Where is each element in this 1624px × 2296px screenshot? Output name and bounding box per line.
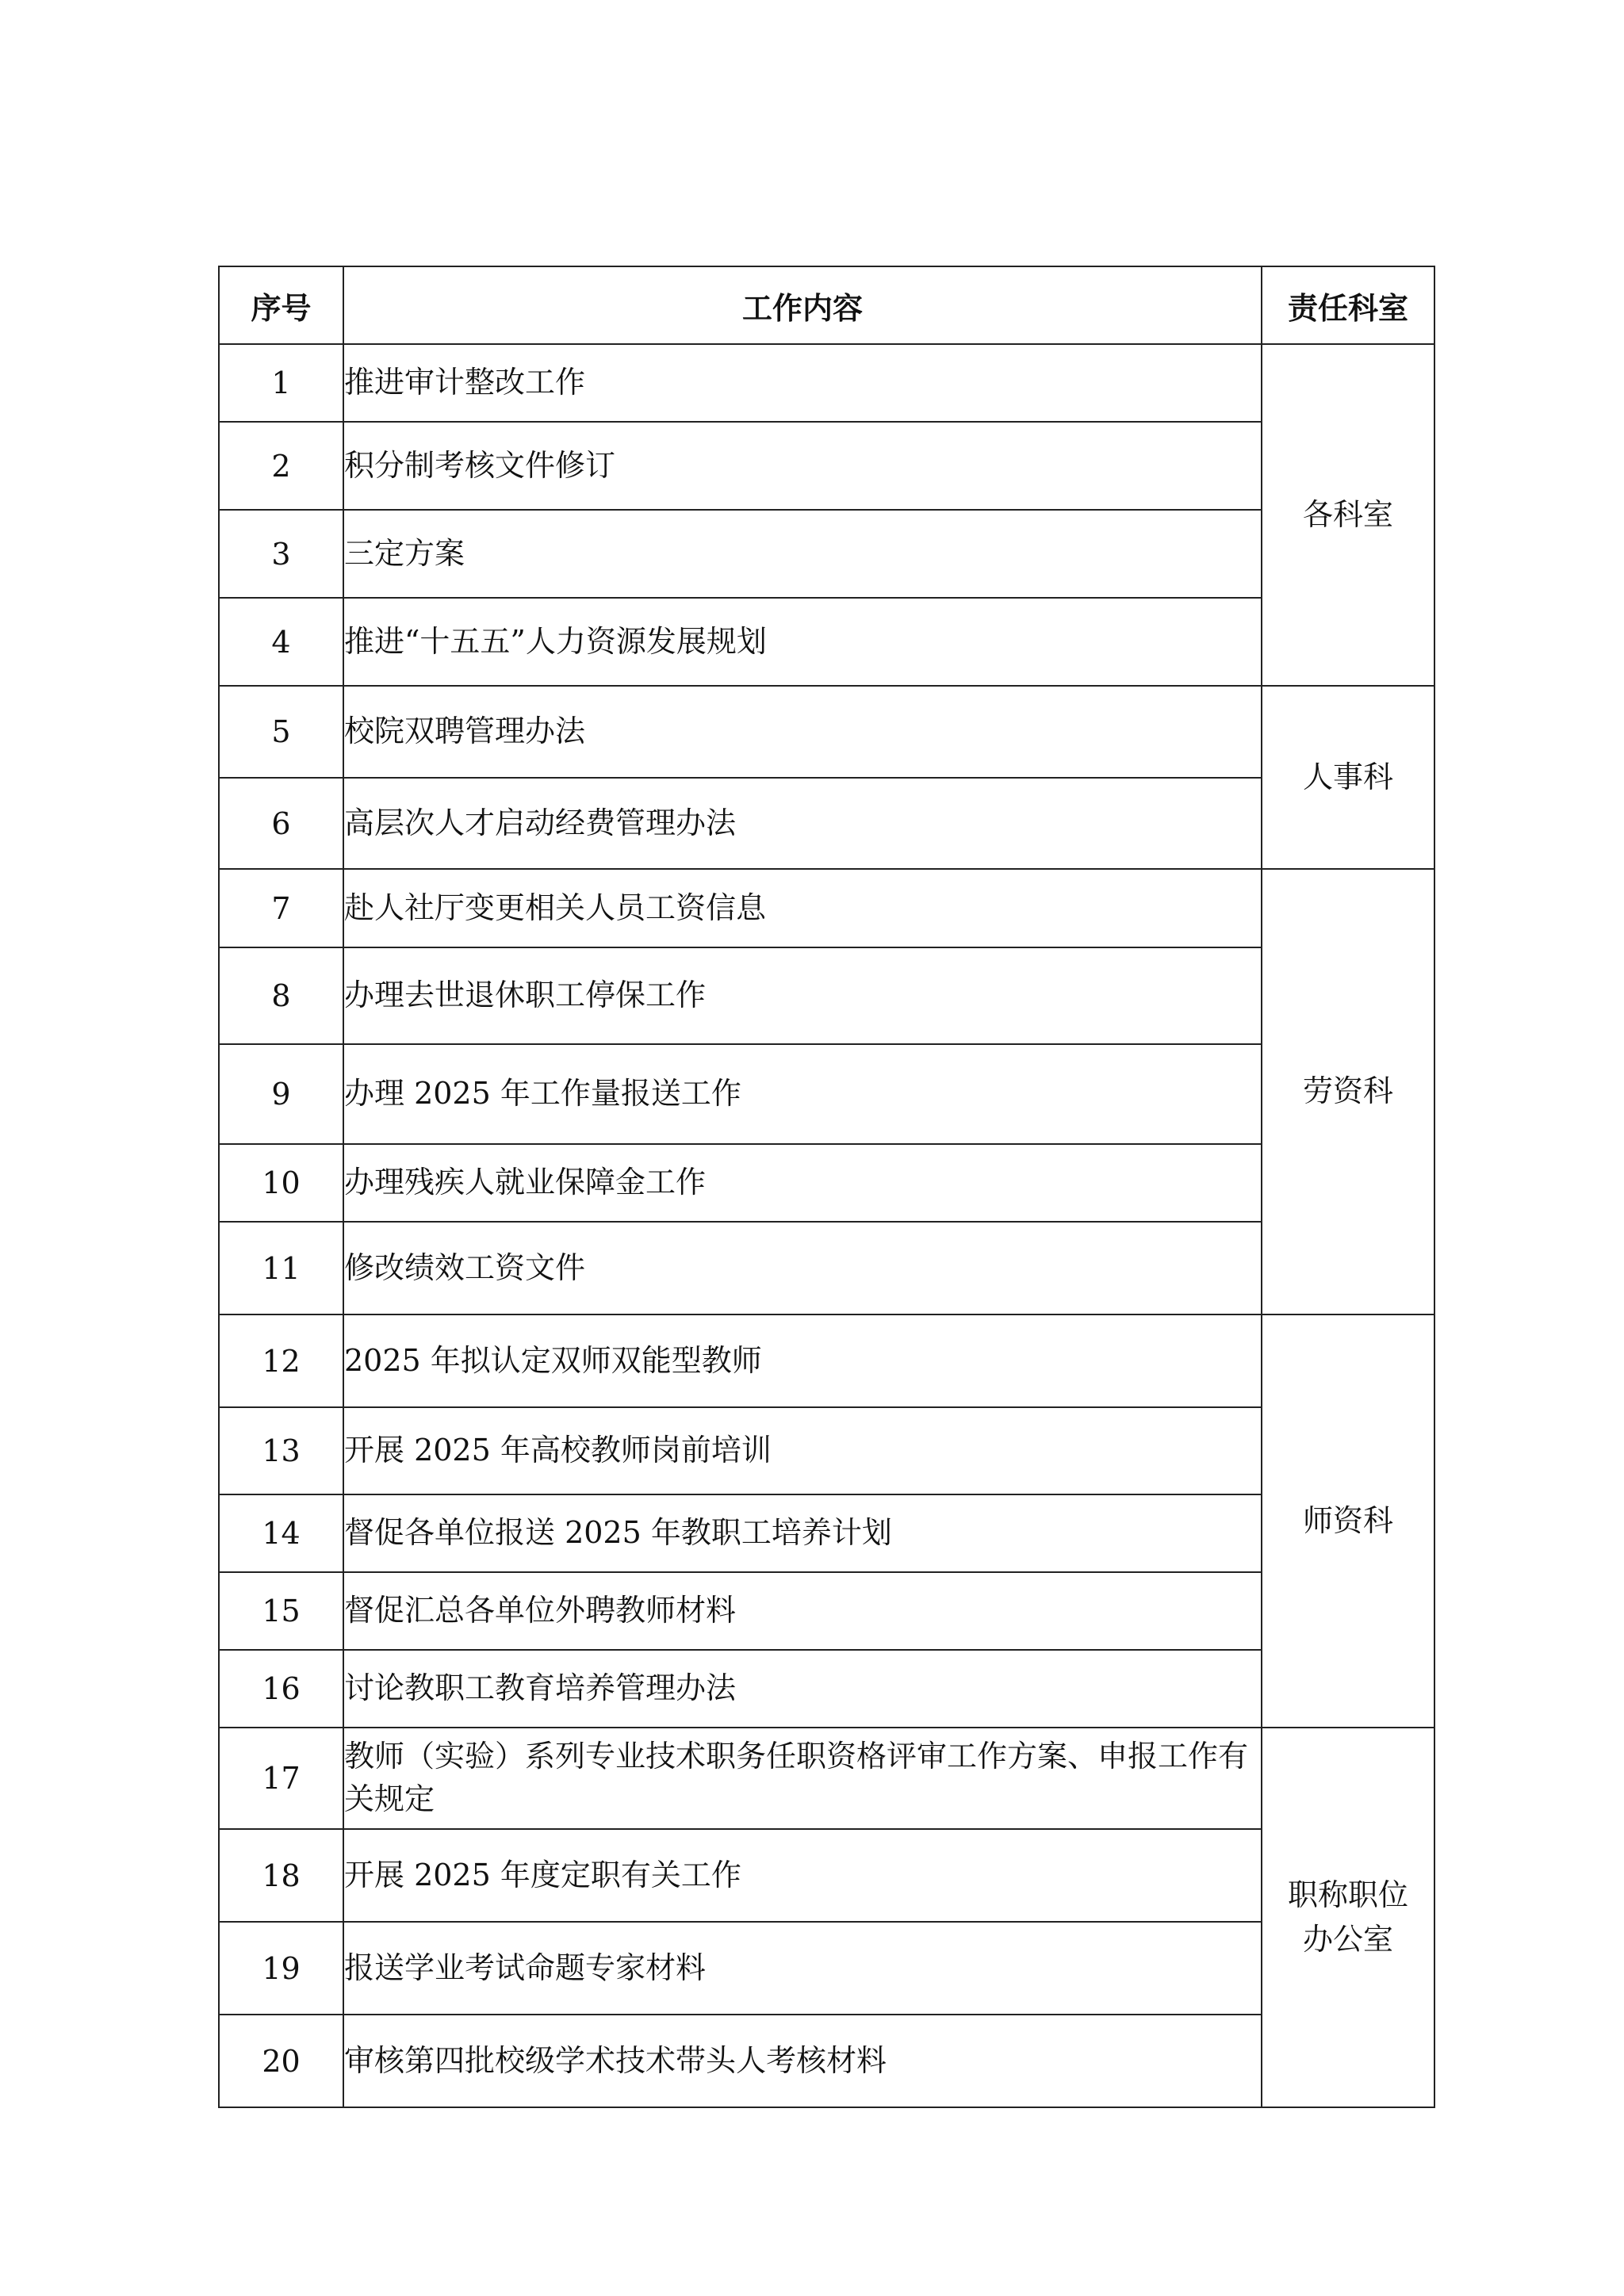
work-plan-table: [218, 266, 1435, 2108]
row-number: 10: [219, 1144, 343, 1222]
row-content: 讨论教职工教育培养管理办法: [343, 1650, 1262, 1728]
table-row: [219, 598, 1434, 686]
dept-cell: 职称职位 办公室: [1262, 1728, 1434, 2107]
row-content: 高层次人才启动经费管理办法: [343, 778, 1262, 869]
row-content: 推进“十五五”人力资源发展规划: [343, 598, 1262, 686]
row-number: 17: [219, 1728, 343, 1829]
table-row: [219, 1572, 1434, 1650]
dept-cell: 各科室: [1262, 344, 1434, 686]
table-row: [219, 344, 1434, 422]
table-row: [219, 778, 1434, 869]
row-number: 7: [219, 869, 343, 947]
table-row: [219, 422, 1434, 510]
row-content: 督促各单位报送 2025 年教职工培养计划: [343, 1494, 1262, 1572]
table-row: [219, 1144, 1434, 1222]
dept-cell: 师资科: [1262, 1314, 1434, 1728]
row-number: 4: [219, 598, 343, 686]
table-row: [219, 1922, 1434, 2015]
table-row: [219, 1314, 1434, 1407]
table-row: [219, 1044, 1434, 1144]
row-content: 办理残疾人就业保障金工作: [343, 1144, 1262, 1222]
row-number: 6: [219, 778, 343, 869]
header-content: 工作内容: [343, 266, 1262, 344]
row-number: 14: [219, 1494, 343, 1572]
row-content: 教师（实验）系列专业技术职务任职资格评审工作方案、申报工作有关规定: [343, 1728, 1262, 1829]
row-number: 18: [219, 1829, 343, 1922]
row-number: 12: [219, 1314, 343, 1407]
row-number: 15: [219, 1572, 343, 1650]
row-content: 赴人社厅变更相关人员工资信息: [343, 869, 1262, 947]
table-row: [219, 1407, 1434, 1494]
row-number: 9: [219, 1044, 343, 1144]
row-content: 审核第四批校级学术技术带头人考核材料: [343, 2015, 1262, 2107]
row-number: 3: [219, 510, 343, 598]
table-row: [219, 2015, 1434, 2107]
row-number: 1: [219, 344, 343, 422]
row-content: 督促汇总各单位外聘教师材料: [343, 1572, 1262, 1650]
row-number: 13: [219, 1407, 343, 1494]
table-row: [219, 1650, 1434, 1728]
row-content: 开展 2025 年高校教师岗前培训: [343, 1407, 1262, 1494]
row-number: 16: [219, 1650, 343, 1728]
table-row: [219, 510, 1434, 598]
row-content: 报送学业考试命题专家材料: [343, 1922, 1262, 2015]
table-row: [219, 1222, 1434, 1314]
table-row: [219, 1829, 1434, 1922]
row-content: 2025 年拟认定双师双能型教师: [343, 1314, 1262, 1407]
row-content: 办理去世退休职工停保工作: [343, 947, 1262, 1044]
row-content: 开展 2025 年度定职有关工作: [343, 1829, 1262, 1922]
row-content: 三定方案: [343, 510, 1262, 598]
row-content: 推进审计整改工作: [343, 344, 1262, 422]
table-row: [219, 1494, 1434, 1572]
row-content: 积分制考核文件修订: [343, 422, 1262, 510]
header-dept: 责任科室: [1262, 266, 1434, 344]
row-number: 20: [219, 2015, 343, 2107]
dept-cell: 劳资科: [1262, 869, 1434, 1314]
row-number: 19: [219, 1922, 343, 2015]
table-row: [219, 869, 1434, 947]
table-row: [219, 947, 1434, 1044]
row-number: 11: [219, 1222, 343, 1314]
row-number: 2: [219, 422, 343, 510]
row-content: 修改绩效工资文件: [343, 1222, 1262, 1314]
row-number: 5: [219, 686, 343, 778]
row-number: 8: [219, 947, 343, 1044]
table-row: [219, 1728, 1434, 1829]
table-header-row: [219, 266, 1434, 344]
dept-cell: 人事科: [1262, 686, 1434, 869]
table-row: [219, 686, 1434, 778]
header-no: 序号: [219, 266, 343, 344]
row-content: 办理 2025 年工作量报送工作: [343, 1044, 1262, 1144]
row-content: 校院双聘管理办法: [343, 686, 1262, 778]
